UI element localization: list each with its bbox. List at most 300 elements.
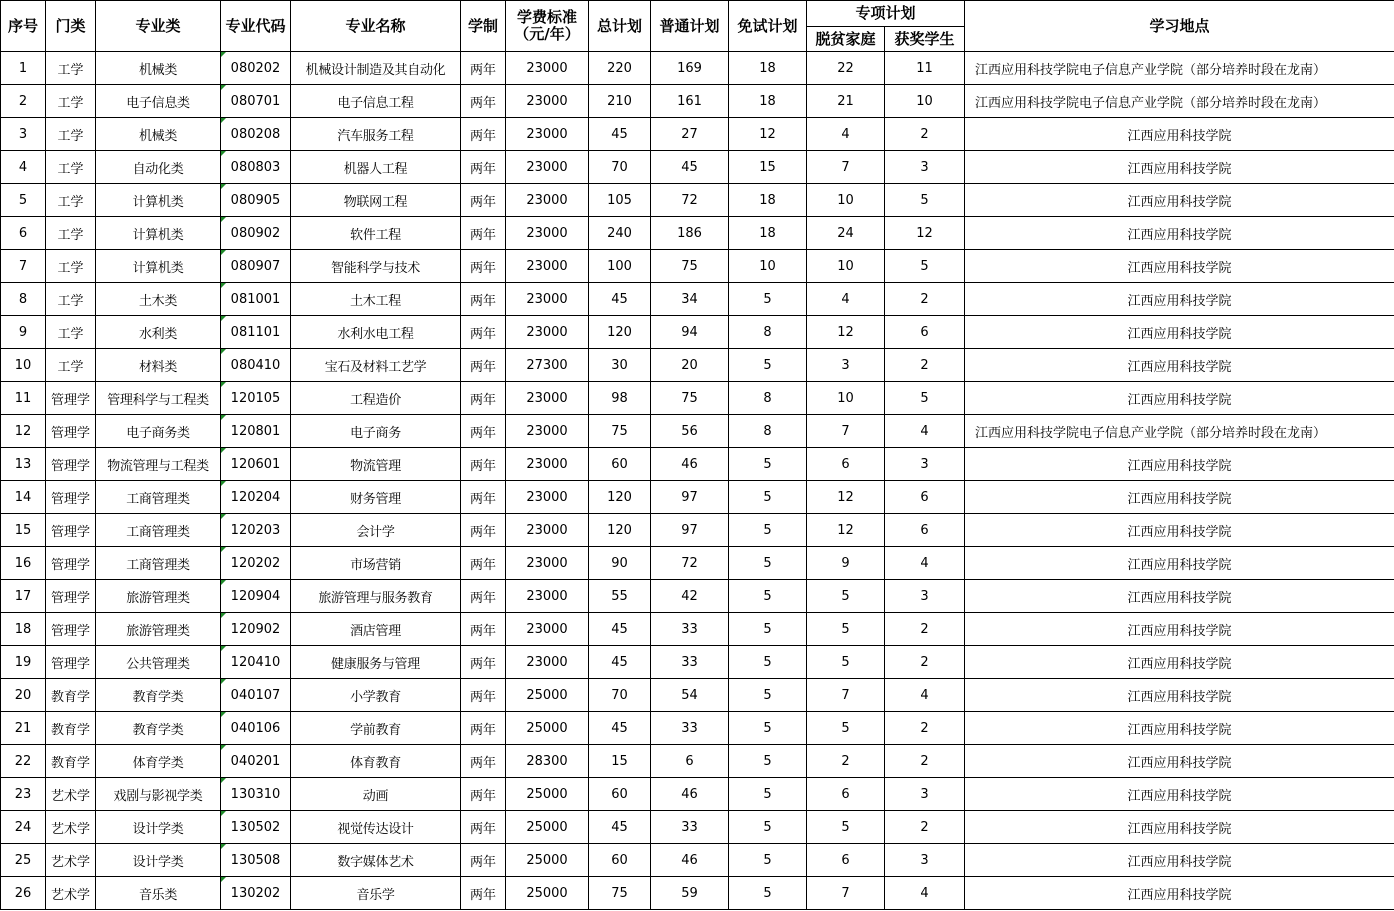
cell-major-class: 教育学类 (96, 712, 221, 745)
table-row (1, 382, 1394, 415)
cell-major-class: 设计学类 (96, 811, 221, 844)
cell-exempt-plan: 5 (729, 613, 807, 646)
cell-duration: 两年 (461, 811, 506, 844)
cell-location: 江西应用科技学院 (965, 811, 1394, 844)
cell-poverty: 22 (807, 52, 885, 85)
cell-major-name: 工程造价 (291, 382, 461, 415)
cell-major-class: 电子商务类 (96, 415, 221, 448)
cell-total-plan: 75 (589, 415, 651, 448)
cell-poverty: 12 (807, 481, 885, 514)
cell-major-name: 物流管理 (291, 448, 461, 481)
cell-duration: 两年 (461, 382, 506, 415)
cell-category: 工学 (46, 349, 96, 382)
header-major-code: 专业代码 (221, 1, 291, 52)
cell-exempt-plan: 5 (729, 547, 807, 580)
cell-seq: 1 (1, 52, 46, 85)
cell-poverty: 5 (807, 580, 885, 613)
cell-location: 江西应用科技学院 (965, 151, 1394, 184)
cell-total-plan: 45 (589, 613, 651, 646)
cell-award: 4 (885, 415, 965, 448)
cell-major-class: 材料类 (96, 349, 221, 382)
cell-location: 江西应用科技学院 (965, 580, 1394, 613)
cell-major-code: 081101 (221, 316, 291, 349)
cell-major-name: 会计学 (291, 514, 461, 547)
cell-category: 工学 (46, 151, 96, 184)
cell-duration: 两年 (461, 778, 506, 811)
cell-seq: 17 (1, 580, 46, 613)
cell-major-name: 智能科学与技术 (291, 250, 461, 283)
cell-major-code: 130202 (221, 877, 291, 910)
cell-duration: 两年 (461, 217, 506, 250)
cell-major-name: 软件工程 (291, 217, 461, 250)
cell-tuition: 23000 (506, 151, 589, 184)
cell-poverty: 5 (807, 646, 885, 679)
header-exempt-plan: 免试计划 (729, 1, 807, 52)
cell-total-plan: 55 (589, 580, 651, 613)
cell-poverty: 10 (807, 250, 885, 283)
cell-category: 管理学 (46, 382, 96, 415)
cell-major-name: 小学教育 (291, 679, 461, 712)
cell-duration: 两年 (461, 184, 506, 217)
cell-award: 12 (885, 217, 965, 250)
cell-seq: 3 (1, 118, 46, 151)
table-row (1, 85, 1394, 118)
cell-location: 江西应用科技学院 (965, 844, 1394, 877)
cell-award: 2 (885, 349, 965, 382)
cell-exempt-plan: 5 (729, 778, 807, 811)
cell-duration: 两年 (461, 151, 506, 184)
cell-exempt-plan: 5 (729, 844, 807, 877)
cell-total-plan: 210 (589, 85, 651, 118)
cell-location: 江西应用科技学院 (965, 547, 1394, 580)
cell-category: 教育学 (46, 745, 96, 778)
cell-major-code: 120410 (221, 646, 291, 679)
cell-award: 2 (885, 283, 965, 316)
cell-tuition: 23000 (506, 184, 589, 217)
cell-major-code: 120904 (221, 580, 291, 613)
cell-exempt-plan: 8 (729, 316, 807, 349)
cell-major-name: 音乐学 (291, 877, 461, 910)
cell-major-class: 机械类 (96, 118, 221, 151)
cell-major-class: 水利类 (96, 316, 221, 349)
table-row (1, 811, 1394, 844)
cell-regular-plan: 46 (651, 844, 729, 877)
cell-award: 6 (885, 514, 965, 547)
cell-major-name: 体育教育 (291, 745, 461, 778)
cell-regular-plan: 6 (651, 745, 729, 778)
cell-poverty: 4 (807, 283, 885, 316)
cell-major-class: 计算机类 (96, 217, 221, 250)
cell-major-code: 040106 (221, 712, 291, 745)
cell-major-code: 120105 (221, 382, 291, 415)
cell-major-name: 动画 (291, 778, 461, 811)
cell-seq: 12 (1, 415, 46, 448)
cell-award: 11 (885, 52, 965, 85)
cell-total-plan: 70 (589, 679, 651, 712)
cell-tuition: 23000 (506, 52, 589, 85)
cell-award: 3 (885, 448, 965, 481)
cell-regular-plan: 20 (651, 349, 729, 382)
cell-major-class: 计算机类 (96, 184, 221, 217)
table-row (1, 184, 1394, 217)
cell-major-name: 财务管理 (291, 481, 461, 514)
cell-tuition: 25000 (506, 811, 589, 844)
cell-award: 4 (885, 877, 965, 910)
cell-exempt-plan: 15 (729, 151, 807, 184)
cell-major-code: 080907 (221, 250, 291, 283)
cell-seq: 20 (1, 679, 46, 712)
cell-tuition: 23000 (506, 382, 589, 415)
cell-category: 管理学 (46, 646, 96, 679)
cell-seq: 16 (1, 547, 46, 580)
cell-seq: 9 (1, 316, 46, 349)
cell-duration: 两年 (461, 580, 506, 613)
cell-award: 2 (885, 745, 965, 778)
cell-regular-plan: 34 (651, 283, 729, 316)
cell-location: 江西应用科技学院电子信息产业学院（部分培养时段在龙南） (965, 52, 1394, 85)
cell-poverty: 9 (807, 547, 885, 580)
cell-regular-plan: 46 (651, 778, 729, 811)
cell-tuition: 23000 (506, 580, 589, 613)
cell-major-class: 音乐类 (96, 877, 221, 910)
cell-seq: 2 (1, 85, 46, 118)
cell-duration: 两年 (461, 844, 506, 877)
table-row (1, 712, 1394, 745)
cell-seq: 19 (1, 646, 46, 679)
cell-poverty: 7 (807, 679, 885, 712)
cell-major-code: 130508 (221, 844, 291, 877)
cell-total-plan: 60 (589, 448, 651, 481)
cell-category: 艺术学 (46, 778, 96, 811)
cell-seq: 26 (1, 877, 46, 910)
cell-poverty: 6 (807, 778, 885, 811)
cell-major-name: 视觉传达设计 (291, 811, 461, 844)
cell-duration: 两年 (461, 316, 506, 349)
cell-seq: 4 (1, 151, 46, 184)
cell-major-code: 080410 (221, 349, 291, 382)
cell-poverty: 21 (807, 85, 885, 118)
cell-location: 江西应用科技学院 (965, 217, 1394, 250)
cell-exempt-plan: 18 (729, 184, 807, 217)
cell-category: 工学 (46, 118, 96, 151)
cell-duration: 两年 (461, 613, 506, 646)
cell-tuition: 23000 (506, 118, 589, 151)
cell-regular-plan: 54 (651, 679, 729, 712)
cell-award: 5 (885, 382, 965, 415)
cell-total-plan: 100 (589, 250, 651, 283)
table-row (1, 217, 1394, 250)
table-row (1, 613, 1394, 646)
cell-major-class: 体育学类 (96, 745, 221, 778)
table-row (1, 415, 1394, 448)
cell-exempt-plan: 5 (729, 349, 807, 382)
cell-location: 江西应用科技学院 (965, 184, 1394, 217)
cell-total-plan: 70 (589, 151, 651, 184)
cell-duration: 两年 (461, 646, 506, 679)
cell-major-class: 旅游管理类 (96, 580, 221, 613)
cell-total-plan: 240 (589, 217, 651, 250)
cell-category: 工学 (46, 217, 96, 250)
cell-award: 10 (885, 85, 965, 118)
header-total-plan: 总计划 (589, 1, 651, 52)
cell-category: 工学 (46, 85, 96, 118)
cell-duration: 两年 (461, 547, 506, 580)
cell-poverty: 12 (807, 316, 885, 349)
table-row (1, 877, 1394, 910)
cell-location: 江西应用科技学院 (965, 877, 1394, 910)
cell-major-name: 物联网工程 (291, 184, 461, 217)
cell-tuition: 25000 (506, 712, 589, 745)
cell-total-plan: 60 (589, 844, 651, 877)
cell-location: 江西应用科技学院 (965, 382, 1394, 415)
cell-category: 艺术学 (46, 811, 96, 844)
cell-regular-plan: 72 (651, 184, 729, 217)
cell-total-plan: 75 (589, 877, 651, 910)
cell-tuition: 23000 (506, 613, 589, 646)
cell-total-plan: 45 (589, 118, 651, 151)
cell-category: 管理学 (46, 415, 96, 448)
cell-duration: 两年 (461, 514, 506, 547)
cell-award: 5 (885, 184, 965, 217)
table-body (1, 52, 1394, 910)
cell-regular-plan: 27 (651, 118, 729, 151)
cell-major-name: 电子商务 (291, 415, 461, 448)
cell-tuition: 27300 (506, 349, 589, 382)
cell-regular-plan: 33 (651, 712, 729, 745)
cell-seq: 13 (1, 448, 46, 481)
cell-exempt-plan: 5 (729, 646, 807, 679)
cell-regular-plan: 59 (651, 877, 729, 910)
cell-total-plan: 90 (589, 547, 651, 580)
cell-tuition: 25000 (506, 778, 589, 811)
cell-award: 2 (885, 118, 965, 151)
cell-total-plan: 15 (589, 745, 651, 778)
header-tuition: 学费标准（元/年） (506, 1, 589, 52)
table-row (1, 481, 1394, 514)
cell-duration: 两年 (461, 877, 506, 910)
cell-major-code: 120902 (221, 613, 291, 646)
cell-tuition: 23000 (506, 316, 589, 349)
cell-major-class: 工商管理类 (96, 481, 221, 514)
cell-duration: 两年 (461, 415, 506, 448)
cell-major-code: 130310 (221, 778, 291, 811)
cell-seq: 22 (1, 745, 46, 778)
cell-tuition: 28300 (506, 745, 589, 778)
cell-total-plan: 120 (589, 316, 651, 349)
cell-award: 3 (885, 580, 965, 613)
cell-major-code: 120204 (221, 481, 291, 514)
table-row (1, 745, 1394, 778)
cell-poverty: 2 (807, 745, 885, 778)
cell-major-class: 设计学类 (96, 844, 221, 877)
cell-major-name: 土木工程 (291, 283, 461, 316)
cell-location: 江西应用科技学院 (965, 778, 1394, 811)
cell-location: 江西应用科技学院电子信息产业学院（部分培养时段在龙南） (965, 415, 1394, 448)
cell-regular-plan: 75 (651, 250, 729, 283)
cell-duration: 两年 (461, 481, 506, 514)
cell-major-name: 数字媒体艺术 (291, 844, 461, 877)
cell-regular-plan: 186 (651, 217, 729, 250)
cell-category: 工学 (46, 283, 96, 316)
cell-regular-plan: 72 (651, 547, 729, 580)
cell-location: 江西应用科技学院 (965, 316, 1394, 349)
cell-major-class: 物流管理与工程类 (96, 448, 221, 481)
cell-poverty: 7 (807, 415, 885, 448)
header-poverty: 脱贫家庭 (807, 27, 885, 52)
cell-total-plan: 45 (589, 646, 651, 679)
cell-exempt-plan: 8 (729, 415, 807, 448)
cell-location: 江西应用科技学院 (965, 250, 1394, 283)
cell-major-name: 学前教育 (291, 712, 461, 745)
cell-duration: 两年 (461, 52, 506, 85)
cell-duration: 两年 (461, 448, 506, 481)
cell-exempt-plan: 5 (729, 745, 807, 778)
cell-regular-plan: 33 (651, 811, 729, 844)
table-row (1, 349, 1394, 382)
cell-duration: 两年 (461, 712, 506, 745)
cell-award: 2 (885, 613, 965, 646)
cell-seq: 15 (1, 514, 46, 547)
cell-major-code: 080902 (221, 217, 291, 250)
cell-major-code: 080803 (221, 151, 291, 184)
cell-exempt-plan: 18 (729, 85, 807, 118)
cell-major-name: 电子信息工程 (291, 85, 461, 118)
cell-category: 工学 (46, 52, 96, 85)
cell-category: 教育学 (46, 679, 96, 712)
cell-duration: 两年 (461, 679, 506, 712)
table-row (1, 679, 1394, 712)
cell-poverty: 3 (807, 349, 885, 382)
cell-major-name: 机器人工程 (291, 151, 461, 184)
cell-category: 管理学 (46, 514, 96, 547)
table-row (1, 514, 1394, 547)
table-row (1, 250, 1394, 283)
cell-major-class: 公共管理类 (96, 646, 221, 679)
cell-major-class: 自动化类 (96, 151, 221, 184)
cell-regular-plan: 56 (651, 415, 729, 448)
cell-award: 2 (885, 712, 965, 745)
cell-seq: 23 (1, 778, 46, 811)
header-row-top (1, 1, 1394, 27)
cell-award: 3 (885, 151, 965, 184)
cell-poverty: 5 (807, 811, 885, 844)
table-row (1, 844, 1394, 877)
cell-major-code: 120203 (221, 514, 291, 547)
cell-category: 管理学 (46, 580, 96, 613)
cell-poverty: 12 (807, 514, 885, 547)
cell-seq: 6 (1, 217, 46, 250)
cell-exempt-plan: 18 (729, 52, 807, 85)
header-major-name: 专业名称 (291, 1, 461, 52)
cell-seq: 8 (1, 283, 46, 316)
header-regular-plan: 普通计划 (651, 1, 729, 52)
cell-award: 4 (885, 679, 965, 712)
cell-regular-plan: 46 (651, 448, 729, 481)
cell-location: 江西应用科技学院 (965, 283, 1394, 316)
cell-major-name: 健康服务与管理 (291, 646, 461, 679)
cell-major-class: 工商管理类 (96, 547, 221, 580)
cell-tuition: 23000 (506, 547, 589, 580)
cell-exempt-plan: 5 (729, 481, 807, 514)
cell-major-code: 130502 (221, 811, 291, 844)
header-special-plan: 专项计划 (807, 1, 965, 27)
cell-seq: 10 (1, 349, 46, 382)
cell-duration: 两年 (461, 745, 506, 778)
cell-category: 管理学 (46, 481, 96, 514)
cell-location: 江西应用科技学院 (965, 646, 1394, 679)
cell-duration: 两年 (461, 250, 506, 283)
cell-exempt-plan: 10 (729, 250, 807, 283)
cell-poverty: 6 (807, 844, 885, 877)
cell-total-plan: 105 (589, 184, 651, 217)
cell-location: 江西应用科技学院 (965, 613, 1394, 646)
cell-poverty: 10 (807, 382, 885, 415)
cell-award: 3 (885, 844, 965, 877)
cell-total-plan: 45 (589, 712, 651, 745)
cell-award: 3 (885, 778, 965, 811)
cell-category: 管理学 (46, 613, 96, 646)
cell-poverty: 5 (807, 712, 885, 745)
cell-total-plan: 30 (589, 349, 651, 382)
cell-tuition: 25000 (506, 679, 589, 712)
cell-regular-plan: 33 (651, 613, 729, 646)
cell-category: 工学 (46, 250, 96, 283)
header-category: 门类 (46, 1, 96, 52)
table-row (1, 778, 1394, 811)
cell-major-code: 120801 (221, 415, 291, 448)
cell-exempt-plan: 8 (729, 382, 807, 415)
cell-exempt-plan: 5 (729, 448, 807, 481)
cell-regular-plan: 45 (651, 151, 729, 184)
cell-location: 江西应用科技学院 (965, 118, 1394, 151)
cell-award: 6 (885, 481, 965, 514)
cell-duration: 两年 (461, 349, 506, 382)
cell-total-plan: 220 (589, 52, 651, 85)
cell-major-class: 计算机类 (96, 250, 221, 283)
cell-major-class: 电子信息类 (96, 85, 221, 118)
cell-seq: 11 (1, 382, 46, 415)
cell-regular-plan: 33 (651, 646, 729, 679)
cell-regular-plan: 94 (651, 316, 729, 349)
cell-award: 2 (885, 811, 965, 844)
table-row (1, 547, 1394, 580)
cell-tuition: 23000 (506, 250, 589, 283)
cell-poverty: 7 (807, 151, 885, 184)
cell-seq: 25 (1, 844, 46, 877)
cell-location: 江西应用科技学院 (965, 679, 1394, 712)
cell-award: 5 (885, 250, 965, 283)
cell-major-name: 酒店管理 (291, 613, 461, 646)
cell-location: 江西应用科技学院 (965, 745, 1394, 778)
cell-location: 江西应用科技学院 (965, 349, 1394, 382)
cell-major-name: 市场营销 (291, 547, 461, 580)
cell-major-code: 080208 (221, 118, 291, 151)
cell-seq: 14 (1, 481, 46, 514)
cell-poverty: 5 (807, 613, 885, 646)
cell-major-name: 旅游管理与服务教育 (291, 580, 461, 613)
cell-total-plan: 120 (589, 514, 651, 547)
cell-tuition: 23000 (506, 85, 589, 118)
cell-location: 江西应用科技学院 (965, 712, 1394, 745)
cell-total-plan: 45 (589, 811, 651, 844)
cell-regular-plan: 161 (651, 85, 729, 118)
cell-major-code: 081001 (221, 283, 291, 316)
cell-major-code: 080202 (221, 52, 291, 85)
cell-exempt-plan: 18 (729, 217, 807, 250)
table-row (1, 118, 1394, 151)
cell-regular-plan: 97 (651, 514, 729, 547)
table-row (1, 316, 1394, 349)
